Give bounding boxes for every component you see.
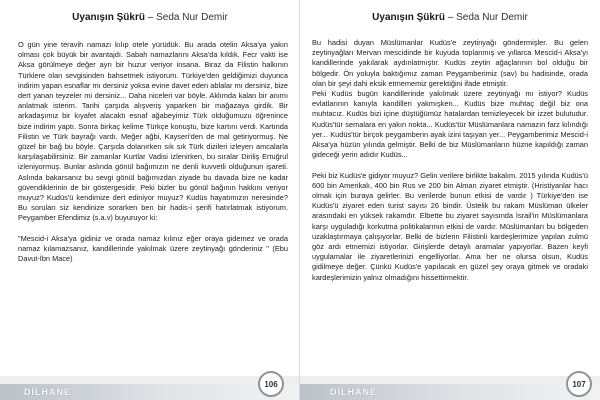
paragraph: Peki Kudüs bugün kandillerinde yakılmak üzere zeytinyağı mı istiyor? Kudüs evlatlarının kanıyla kandilleri yakmışken... Kudüs bize muhtaç değil biz ona muhtacız. Kudüs bizi içine düştüğümüz hatalardan temizleyecek bir izzet bulutudur. Kudüs'tür semalara en yakın nokta... Kudüs'tür Müslümanlara namazın farz kılındığı yer... Kudüs'tür birçok peygamberin ayak izini taşıyan yer... Peygamberimiz Mescid-i Aksa'ya hüzün yılında gelmiştir. Belki de biz Müslümanların hüzne kapıldığı zaman gideceği yerin adıdır Kudüs...	[312, 89, 588, 160]
header-separator: –	[444, 12, 457, 23]
page-footer	[0, 376, 300, 400]
page-number: 106	[258, 371, 284, 397]
header-separator: –	[144, 12, 157, 23]
article-author: Seda Nur Demir	[456, 12, 528, 23]
hadith-quote: "Mescid-i Aksa'ya gidiniz ve orada namaz kılınız eğer oraya gidemez ve orada namaz kılamazsanız, kandillerinde yakılmak üzere zeytinyağı gönderiniz " (Ebu Davut-İbn Mace)	[18, 233, 288, 264]
paragraph: Peki biz Kudüs'e gidiyor muyuz? Gelin verilere birlikte bakalım. 2015 yılında Kudüs'ü 600 bin Amerikalı, 400 bin Rus ve 200 bin Alman ziyaret etmiştir. (Hristiyanlar hacı olmak için buraya gelirler. Bu verilerde bunun etkisi de vardır ) Türkiye'den ise Kudüs'ü ziyaret eden turist sayısı 26 bindir. Üstelik bu rakam Müslüman ülkeler arasındaki en yüksek rakamdır. Elbette bu ziyaret sayısında İsrail'in Müslümanlara karşı uyguladığı korkutma politikalarının etkisi de vardır. Müslümanları bu bölgeden uzaklaştırmaya çalışıyorlar. Belki de bizlerin Filistinli kardeşlerimize yapılan zulmü göz ardı etmemizi istiyorlar. Girişlerde detaylı aramalar yapıyorlar. Bazen keyfi uygulamalar ile ziyaretlerinizi engelliyorlar. Ama her ne olursa olsun, Kudüs gidilmeye değer. Çünkü Kudüs'e yapılacak en güzel şey oraya gitmek ve oradaki kardeşlerimizin yalnız olmadığını hissettirmektir.	[312, 170, 589, 282]
magazine-logo: DİLHANE	[24, 387, 71, 397]
article-title: Uyanışın Şükrü	[372, 12, 445, 23]
article-title: Uyanışın Şükrü	[72, 12, 145, 23]
magazine-logo: DİLHANE	[330, 387, 377, 397]
article-author: Seda Nur Demir	[156, 12, 228, 23]
article-body	[312, 38, 588, 283]
right-page	[300, 0, 600, 400]
article-body	[18, 40, 288, 264]
page-header	[300, 12, 600, 23]
page-number: 107	[566, 371, 592, 397]
page-header	[0, 12, 300, 23]
page-footer	[300, 376, 600, 400]
paragraph: O gün yine teravih namazı kılıp otele yürüdük. Bu arada otelin Aksa'ya yakın olması çok büyük bir avantajdı. Sabah namazlarını Aksa'da kıldık. Fecr vakti ise Aksa görülmeye değer ayrı bir huzur veriyor insana. Biraz da Filistin halkının Türklere olan sevgisinden bahsetmek istiyorum. Türkiye'den geldiğimizi duyunca indirim yapan esnaflar mı dersiniz yoksa evine davet eden ablalar mı dersiniz, bize dert yanan teyzeler mi dersiniz... Daha niceleri var böyle. Aklımda kalan bir anımı anlatmak isterim. Tarihi çarşıda alışveriş yaparken bir mağazaya girdik. Bir arkadaşımız bir kıyafet alacaktı esnaf ağabeyimiz Türk olduğumuzu öğrenince bize indirim yaptı. Sonra birkaç kelime Türkçe konuştu, bize kartını verdi. Kartında Filistin ve Türk bayrağı vardı. Meğer ağbi, Kayseri'den de mal getiriyormuş. Ne güzel bir bağ bu böyle. Çarşıda dolanırken sık sık Türk dizileri izleyen amcalarla karşılaşabilirsiniz. Bir zamanlar Kurtlar Vadisi izlenirken, bu sıralar Diriliş Ertuğrul izleniyormuş. Bunlar aslında gönül bağımızın ne denli kuvvetli olduğunun işareti. Aslında bakarsanız bu sevgi gönül bağımızdan ziyade bu davada bize ne kadar güvendiklerinin de bir göstergesidir. Peki bizler bu gönül bağının hakkını veriyor muyuz? Kudüs'ü kendimize dert ediniyor muyuz? Kudüs hayatımızın neresinde? Bu soruları siz kendinize sorarken ben bir hadis-i şerifi hatırlatmak istiyorum. Peygamber Efendimiz (s.a.v) buyuruyor ki:	[18, 40, 288, 223]
paragraph: Bu hadisi duyan Müslümanlar Kudüs'e zeytinyağı göndermişler. Bu gelen zeytinyağları Mervan mescidinde bir kuyuda toplanmış ve yıllarca Mescid-i Aksa'yı kandillerinde yakılarak aydınlatmıştır. Kudüs zeytin ağaçlarının bol olduğu bir bölgedir. Ön yoluyla baktığımız zaman Peygamberimiz (sav) bu hadisinde, orada olan bir şeyi dahi eksik etmememiz gerektiğini ifade etmiştir.	[312, 38, 588, 88]
